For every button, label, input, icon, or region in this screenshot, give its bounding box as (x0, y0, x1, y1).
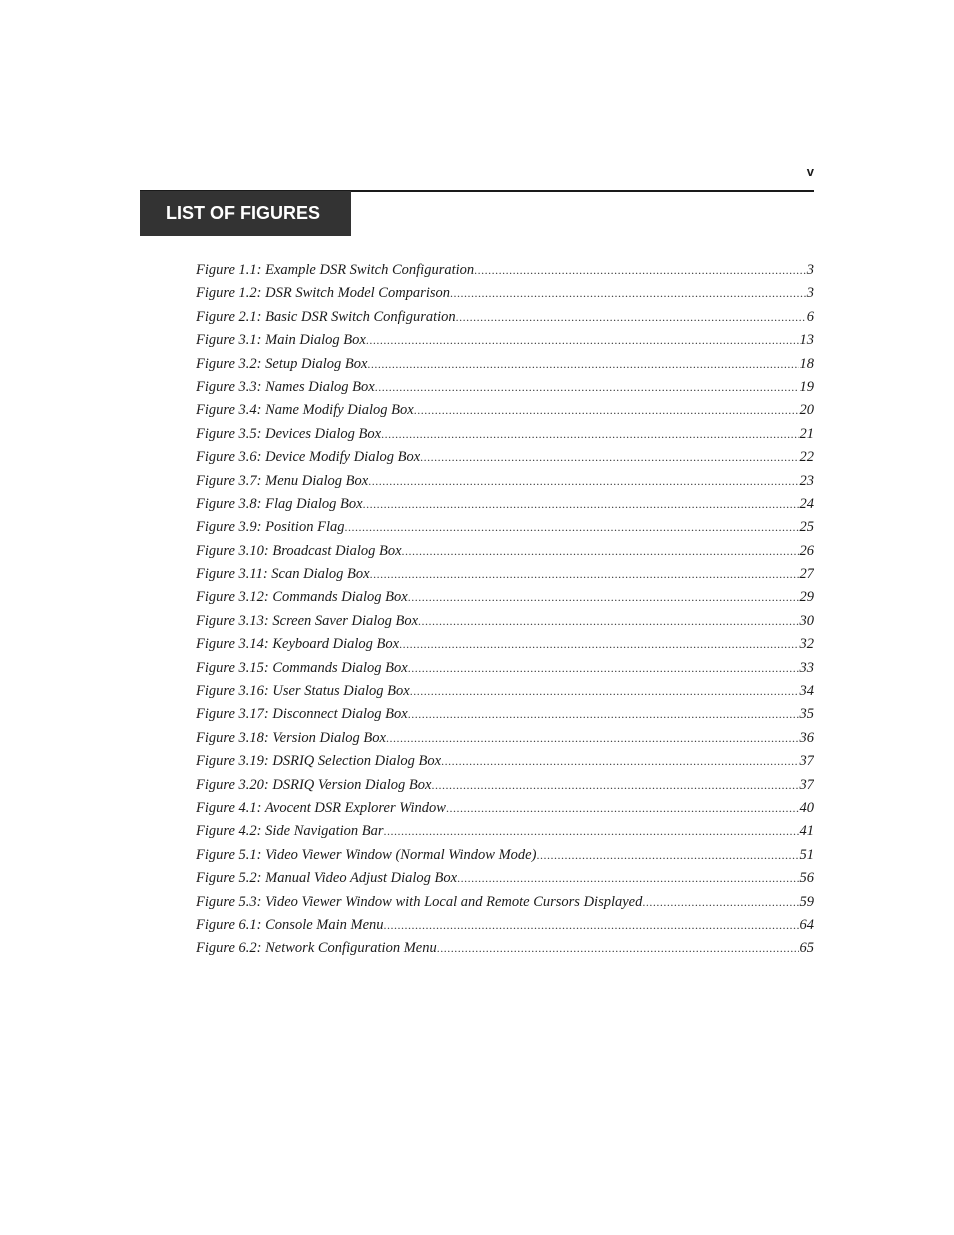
figure-page-number: 18 (799, 355, 814, 372)
figure-title: Figure 6.1: Console Main Menu (196, 916, 384, 933)
figure-title: Figure 1.2: DSR Switch Model Comparison (196, 285, 450, 302)
section-title-tab: LIST OF FIGURES (140, 191, 351, 236)
dot-leader (381, 423, 798, 446)
figure-title: Figure 1.1: Example DSR Switch Configuration (196, 262, 475, 278)
dot-leader (366, 329, 799, 352)
dot-leader (414, 399, 799, 422)
dot-leader (367, 353, 798, 376)
figure-entry[interactable] (196, 353, 814, 376)
figure-page-number: 29 (799, 589, 814, 606)
figure-entry[interactable] (196, 259, 814, 282)
figure-title: Figure 3.11: Scan Dialog Box (196, 566, 370, 583)
dot-leader (402, 540, 799, 563)
figure-title: Figure 3.8: Flag Dialog Box (196, 495, 363, 512)
figure-entry[interactable] (196, 516, 814, 539)
figure-page-number: 56 (799, 870, 814, 887)
dot-leader (418, 610, 798, 633)
figure-page-number: 37 (799, 776, 814, 793)
dot-leader (446, 797, 799, 820)
dot-leader (399, 633, 798, 656)
figure-entry[interactable] (196, 470, 814, 493)
figure-entry[interactable] (196, 306, 814, 329)
figure-entry[interactable] (196, 423, 814, 446)
figure-page-number: 19 (799, 378, 814, 395)
dot-leader (410, 680, 799, 703)
figure-entry[interactable] (196, 750, 814, 773)
figure-title: Figure 6.2: Network Configuration Menu (196, 940, 437, 957)
figure-entry[interactable] (196, 703, 814, 726)
figure-entry[interactable] (196, 282, 814, 305)
figure-page-number: 26 (799, 542, 814, 559)
figure-page-number: 64 (799, 916, 814, 933)
figure-title: Figure 3.13: Screen Saver Dialog Box (196, 612, 419, 629)
figure-title: Figure 4.2: Side Navigation Bar (196, 823, 384, 840)
figure-entry[interactable] (196, 867, 814, 890)
dot-leader (368, 470, 798, 493)
figure-title: Figure 5.1: Video Viewer Window (Normal Window Mode) (196, 846, 537, 863)
dot-leader (474, 259, 806, 282)
figure-page-number: 33 (799, 659, 814, 676)
figure-title: Figure 4.1: Avocent DSR Explorer Window (196, 799, 446, 816)
figure-page-number: 41 (799, 823, 814, 840)
dot-leader (408, 657, 799, 680)
dot-leader (375, 376, 799, 399)
figure-page-number: 34 (799, 683, 814, 700)
figure-entry[interactable] (196, 820, 814, 843)
figure-title: Figure 3.6: Device Modify Dialog Box (196, 449, 421, 466)
dot-leader (457, 867, 798, 890)
figure-entry[interactable] (196, 937, 814, 960)
dot-leader (456, 306, 806, 329)
dot-leader (642, 891, 798, 914)
figure-page-number: 24 (799, 495, 814, 512)
figure-page-number: 51 (799, 846, 814, 863)
figure-entry[interactable] (196, 914, 814, 937)
dot-leader (344, 516, 798, 539)
figure-title: Figure 3.5: Devices Dialog Box (196, 425, 382, 442)
figure-page-number: 21 (799, 425, 814, 442)
figure-page-number: 25 (799, 519, 814, 536)
dot-leader (420, 446, 798, 469)
dot-leader (408, 586, 799, 609)
figure-page-number: 20 (799, 402, 814, 419)
figure-entry[interactable] (196, 633, 814, 656)
dot-leader (431, 774, 798, 797)
figure-entry[interactable] (196, 329, 814, 352)
figure-page-number: 59 (799, 893, 814, 910)
figure-page-number: 3 (806, 285, 814, 302)
dot-leader (384, 914, 799, 937)
figure-list (196, 259, 814, 961)
figure-title: Figure 2.1: Basic DSR Switch Configuration (196, 308, 456, 325)
dot-leader (408, 703, 799, 726)
figure-entry[interactable] (196, 657, 814, 680)
figure-page-number: 36 (799, 729, 814, 746)
figure-title: Figure 3.17: Disconnect Dialog Box (196, 706, 408, 723)
figure-entry[interactable] (196, 446, 814, 469)
figure-title: Figure 5.3: Video Viewer Window with Local and Remote Cursors Displayed (196, 893, 643, 910)
dot-leader (441, 750, 798, 773)
dot-leader (384, 820, 799, 843)
figure-entry[interactable] (196, 797, 814, 820)
figure-page-number: 23 (799, 472, 814, 489)
dot-leader (363, 493, 799, 516)
dot-leader (450, 282, 806, 305)
figure-page-number: 30 (799, 612, 814, 629)
figure-title: Figure 3.7: Menu Dialog Box (196, 472, 369, 489)
figure-page-number: 35 (799, 706, 814, 723)
dot-leader (536, 844, 798, 867)
figure-title: Figure 3.12: Commands Dialog Box (196, 589, 408, 606)
figure-title: Figure 3.15: Commands Dialog Box (196, 659, 408, 676)
figure-page-number: 27 (799, 566, 814, 583)
figure-entry[interactable] (196, 774, 814, 797)
dot-leader (370, 563, 799, 586)
figure-title: Figure 3.19: DSRIQ Selection Dialog Box (196, 753, 442, 770)
figure-title: Figure 5.2: Manual Video Adjust Dialog Box (196, 870, 458, 887)
figure-page-number: 32 (799, 636, 814, 653)
figure-entry[interactable] (196, 563, 814, 586)
figure-title: Figure 3.20: DSRIQ Version Dialog Box (196, 776, 432, 793)
figure-title: Figure 3.2: Setup Dialog Box (196, 355, 368, 372)
dot-leader (386, 727, 799, 750)
figure-entry[interactable] (196, 586, 814, 609)
figure-title: Figure 3.18: Version Dialog Box (196, 729, 386, 746)
figure-title: Figure 3.4: Name Modify Dialog Box (196, 402, 414, 419)
figure-title: Figure 3.16: User Status Dialog Box (196, 683, 410, 700)
dot-leader (437, 937, 799, 960)
figure-title: Figure 3.1: Main Dialog Box (196, 332, 366, 349)
figure-page-number: 6 (806, 308, 814, 325)
figure-title: Figure 3.9: Position Flag (196, 519, 345, 536)
figure-title: Figure 3.3: Names Dialog Box (196, 378, 375, 395)
figure-page-number: 40 (799, 799, 814, 816)
figure-entry[interactable] (196, 376, 814, 399)
figure-entry[interactable] (196, 399, 814, 422)
figure-page-number: 37 (799, 753, 814, 770)
figure-entry[interactable] (196, 844, 814, 867)
figure-title: Figure 3.10: Broadcast Dialog Box (196, 542, 402, 559)
figure-entry[interactable] (196, 727, 814, 750)
figure-entry[interactable] (196, 891, 814, 914)
figure-page-number: 22 (799, 449, 814, 466)
figure-page-number: 3 (806, 262, 814, 278)
figure-title: Figure 3.14: Keyboard Dialog Box (196, 636, 400, 653)
figure-entry[interactable] (196, 680, 814, 703)
figure-entry[interactable] (196, 493, 814, 516)
figure-page-number: 65 (799, 940, 814, 957)
figure-entry[interactable] (196, 610, 814, 633)
figure-entry[interactable] (196, 540, 814, 563)
figure-page-number: 13 (799, 332, 814, 349)
page-number: v (806, 164, 814, 179)
